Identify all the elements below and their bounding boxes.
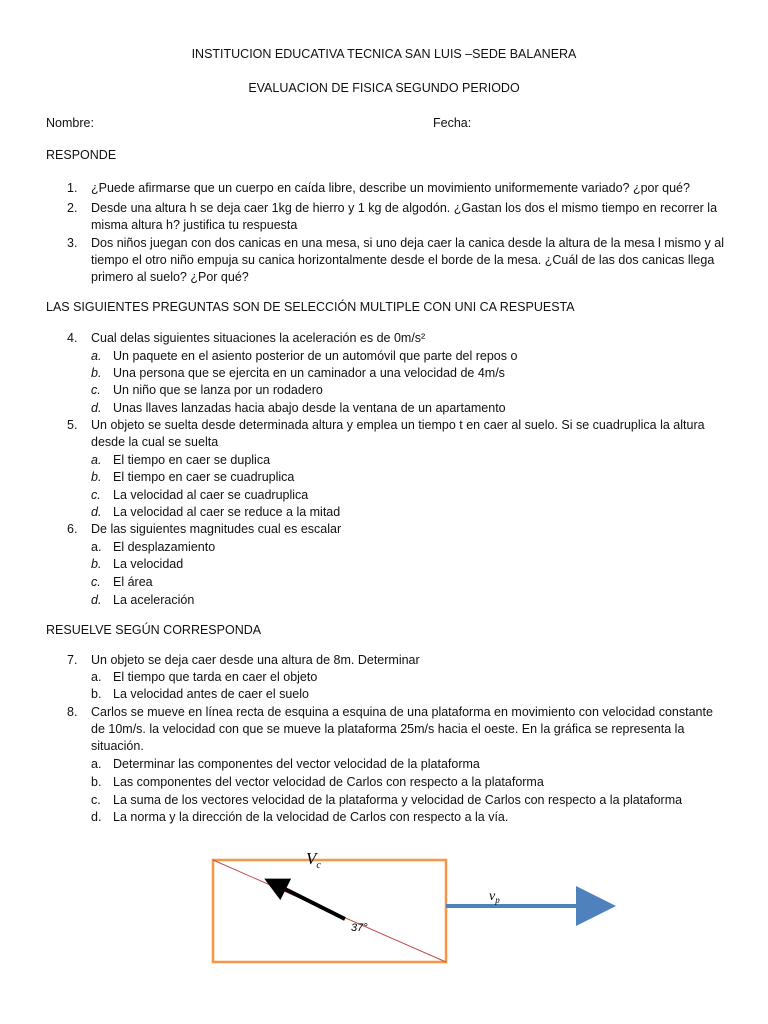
question-number: 7.: [67, 653, 78, 667]
option-letter: a.: [91, 757, 102, 771]
option-letter: a.: [91, 540, 102, 554]
option-text: Un paquete en el asiento posterior de un automóvil que parte del repos o: [113, 349, 518, 363]
option-text: Una persona que se ejercita en un caminador a una velocidad de 4m/s: [113, 366, 505, 380]
fecha-label: Fecha:: [433, 116, 472, 130]
option-letter: c.: [91, 793, 101, 807]
option-text: Unas llaves lanzadas hacia abajo desde la ventana de un apartamento: [113, 401, 506, 415]
option-letter: b.: [91, 775, 102, 789]
angle-label: 37°: [351, 922, 368, 934]
question-number: 1.: [67, 181, 78, 195]
option-letter: b.: [91, 687, 102, 701]
question-number: 3.: [67, 236, 78, 250]
question-2-line1: Desde una altura h se deja caer 1kg de hierro y 1 kg de algodón. ¿Gastan los dos el mismo tiempo en recorrer la: [91, 201, 718, 215]
option-letter: b.: [91, 470, 102, 484]
question-2-line2: misma altura h? justifica tu respuesta: [91, 218, 298, 232]
question-5-line1: Un objeto se suelta desde determinada altura y emplea un tiempo t en caer al suelo. Si se cuadruplica la altura: [91, 418, 705, 432]
question-number: 8.: [67, 705, 78, 719]
nombre-label: Nombre:: [46, 116, 94, 130]
option-text: La velocidad al caer se reduce a la mitad: [113, 505, 341, 519]
option-letter: a.: [91, 453, 102, 467]
question-8-line3: situación.: [91, 739, 144, 753]
option-letter: b.: [91, 557, 102, 571]
question-8-line1: Carlos se mueve en línea recta de esquina a esquina de una plataforma en movimiento con velocidad constante: [91, 705, 713, 719]
question-1-text: ¿Puede afirmarse que un cuerpo en caída libre, describe un movimiento uniformemente variado? ¿por qué?: [91, 181, 690, 195]
question-7-text: Un objeto se deja caer desde una altura de 8m. Determinar: [91, 653, 420, 667]
option-text: Las componentes del vector velocidad de Carlos con respecto a la plataforma: [113, 775, 544, 789]
option-text: La velocidad antes de caer el suelo: [113, 687, 309, 701]
option-letter: a.: [91, 349, 102, 363]
school-title: INSTITUCION EDUCATIVA TECNICA SAN LUIS –SEDE BALANERA: [191, 47, 577, 61]
option-text: La velocidad al caer se cuadruplica: [113, 488, 309, 502]
vp-label: $v_p$: [489, 889, 500, 905]
section-resuelve-title: RESUELVE SEGÚN CORRESPONDA: [46, 623, 262, 637]
question-3-line1: Dos niños juegan con dos canicas en una mesa, si uno deja caer la canica desde la altura de la mesa l mismo y al: [91, 236, 724, 250]
option-text: Determinar las componentes del vector velocidad de la plataforma: [113, 757, 480, 771]
option-letter: d.: [91, 593, 102, 607]
option-text: El área: [113, 575, 153, 589]
vc-label: $V_c$: [306, 849, 321, 871]
option-letter: c.: [91, 488, 101, 502]
option-text: Un niño que se lanza por un rodadero: [113, 383, 323, 397]
option-letter: a.: [91, 670, 102, 684]
question-3-line3: primero al suelo? ¿Por qué?: [91, 270, 249, 284]
option-letter: b.: [91, 366, 102, 380]
option-text: La aceleración: [113, 593, 195, 607]
option-text: La suma de los vectores velocidad de la plataforma y velocidad de Carlos con respecto a la plataforma: [113, 793, 683, 807]
option-letter: d.: [91, 401, 102, 415]
option-text: La velocidad: [113, 557, 184, 571]
exam-title: EVALUACION DE FISICA SEGUNDO PERIODO: [248, 81, 520, 95]
velocity-diagram: [200, 840, 620, 975]
question-5-line2: desde la cual se suelta: [91, 435, 219, 449]
question-8-line2: de 10m/s. la velocidad con que se mueve la plataforma 25m/s hacia el oeste. En la gráfica se representa la: [91, 722, 685, 736]
section-responde-title: RESPONDE: [46, 148, 117, 162]
option-text: El desplazamiento: [113, 540, 216, 554]
option-text: El tiempo que tarda en caer el objeto: [113, 670, 318, 684]
option-letter: d.: [91, 810, 102, 824]
section-multiple-choice-title: LAS SIGUIENTES PREGUNTAS SON DE SELECCIÓN MULTIPLE CON UNI CA RESPUESTA: [46, 300, 575, 314]
option-text: El tiempo en caer se duplica: [113, 453, 271, 467]
question-number: 6.: [67, 522, 78, 536]
question-number: 5.: [67, 418, 78, 432]
option-text: La norma y la dirección de la velocidad de Carlos con respecto a la vía.: [113, 810, 509, 824]
question-3-line2: tiempo el otro niño empuja su canica horizontalmente desde el borde de la mesa. ¿Cuál de las dos canicas llega: [91, 253, 715, 267]
option-letter: c.: [91, 383, 101, 397]
question-6-text: De las siguientes magnitudes cual es escalar: [91, 522, 342, 536]
option-text: El tiempo en caer se cuadruplica: [113, 470, 295, 484]
question-number: 4.: [67, 331, 78, 345]
carlos-velocity-arrow: [275, 884, 345, 919]
option-letter: d.: [91, 505, 102, 519]
question-4-text: Cual delas siguientes situaciones la aceleración es de 0m/s²: [91, 331, 426, 345]
option-letter: c.: [91, 575, 101, 589]
question-number: 2.: [67, 201, 78, 215]
